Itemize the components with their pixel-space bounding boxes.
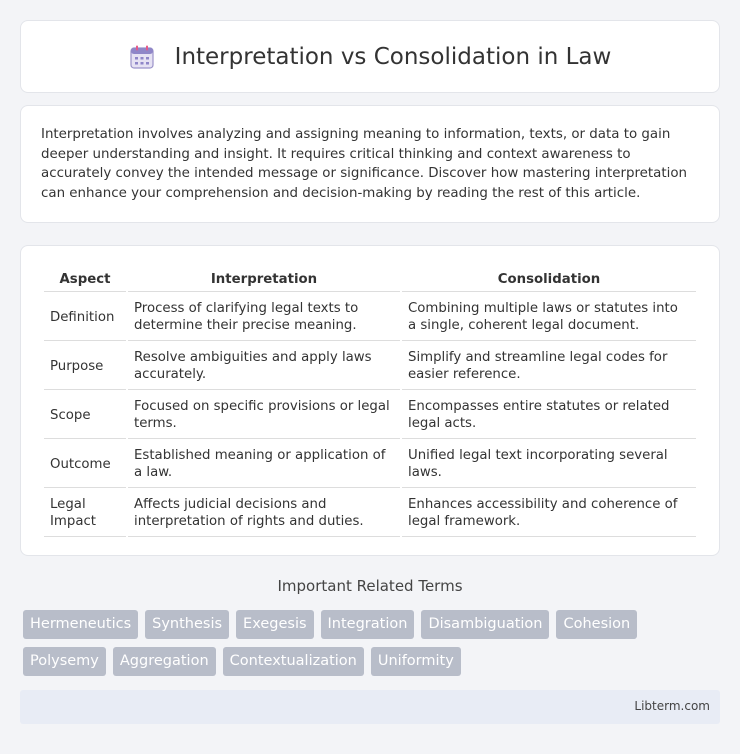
calendar-icon (129, 44, 155, 70)
tag-exegesis[interactable]: Exegesis (236, 610, 313, 639)
tag-synthesis[interactable]: Synthesis (145, 610, 229, 639)
tag-aggregation[interactable]: Aggregation (113, 647, 216, 676)
title-card (20, 20, 720, 93)
tag-cohesion[interactable]: Cohesion (556, 610, 637, 639)
tag-contextualization[interactable]: Contextualization (223, 647, 364, 676)
intro-card (20, 105, 720, 223)
footer (20, 690, 720, 724)
cell-aspect: Legal Impact (44, 490, 126, 537)
page-title: Interpretation vs Consolidation in Law (174, 43, 612, 70)
comparison-table (42, 266, 698, 539)
cell-aspect: Scope (44, 392, 126, 439)
related-terms-tags (23, 610, 723, 676)
header-consolidation: Consolidation (402, 268, 696, 292)
tag-hermeneutics[interactable]: Hermeneutics (23, 610, 138, 639)
table-header-row (44, 268, 696, 292)
cell-consolidation: Encompasses entire statutes or related legal acts. (402, 392, 696, 439)
header-interpretation: Interpretation (128, 268, 400, 292)
cell-consolidation: Simplify and streamline legal codes for easier reference. (402, 343, 696, 390)
table-row (44, 343, 696, 390)
cell-interpretation: Affects judicial decisions and interpretation of rights and duties. (128, 490, 400, 537)
tag-polysemy[interactable]: Polysemy (23, 647, 106, 676)
cell-interpretation: Resolve ambiguities and apply laws accurately. (128, 343, 400, 390)
table-row (44, 294, 696, 341)
cell-aspect: Definition (44, 294, 126, 341)
cell-aspect: Purpose (44, 343, 126, 390)
comparison-table-card (20, 245, 720, 556)
footer-site-link[interactable]: Libterm.com (634, 699, 710, 713)
table-row (44, 441, 696, 488)
intro-text: Interpretation involves analyzing and assigning meaning to information, texts, or data to gain deeper understanding and insight. It requires critical thinking and context awareness to accurately convey the intended message or significance. Discover how mastering interpretation can enhance your comprehension and decision-making by reading the rest of this article. (41, 127, 688, 201)
table-row (44, 392, 696, 439)
cell-consolidation: Unified legal text incorporating several laws. (402, 441, 696, 488)
cell-consolidation: Combining multiple laws or statutes into a single, coherent legal document. (402, 294, 696, 341)
tag-uniformity[interactable]: Uniformity (371, 647, 461, 676)
cell-aspect: Outcome (44, 441, 126, 488)
cell-interpretation: Focused on specific provisions or legal terms. (128, 392, 400, 439)
tag-integration[interactable]: Integration (321, 610, 415, 639)
table-row (44, 490, 696, 537)
cell-consolidation: Enhances accessibility and coherence of legal framework. (402, 490, 696, 537)
tag-disambiguation[interactable]: Disambiguation (421, 610, 549, 639)
cell-interpretation: Established meaning or application of a law. (128, 441, 400, 488)
cell-interpretation: Process of clarifying legal texts to determine their precise meaning. (128, 294, 400, 341)
header-aspect: Aspect (44, 268, 126, 292)
related-terms-title: Important Related Terms (277, 577, 463, 595)
